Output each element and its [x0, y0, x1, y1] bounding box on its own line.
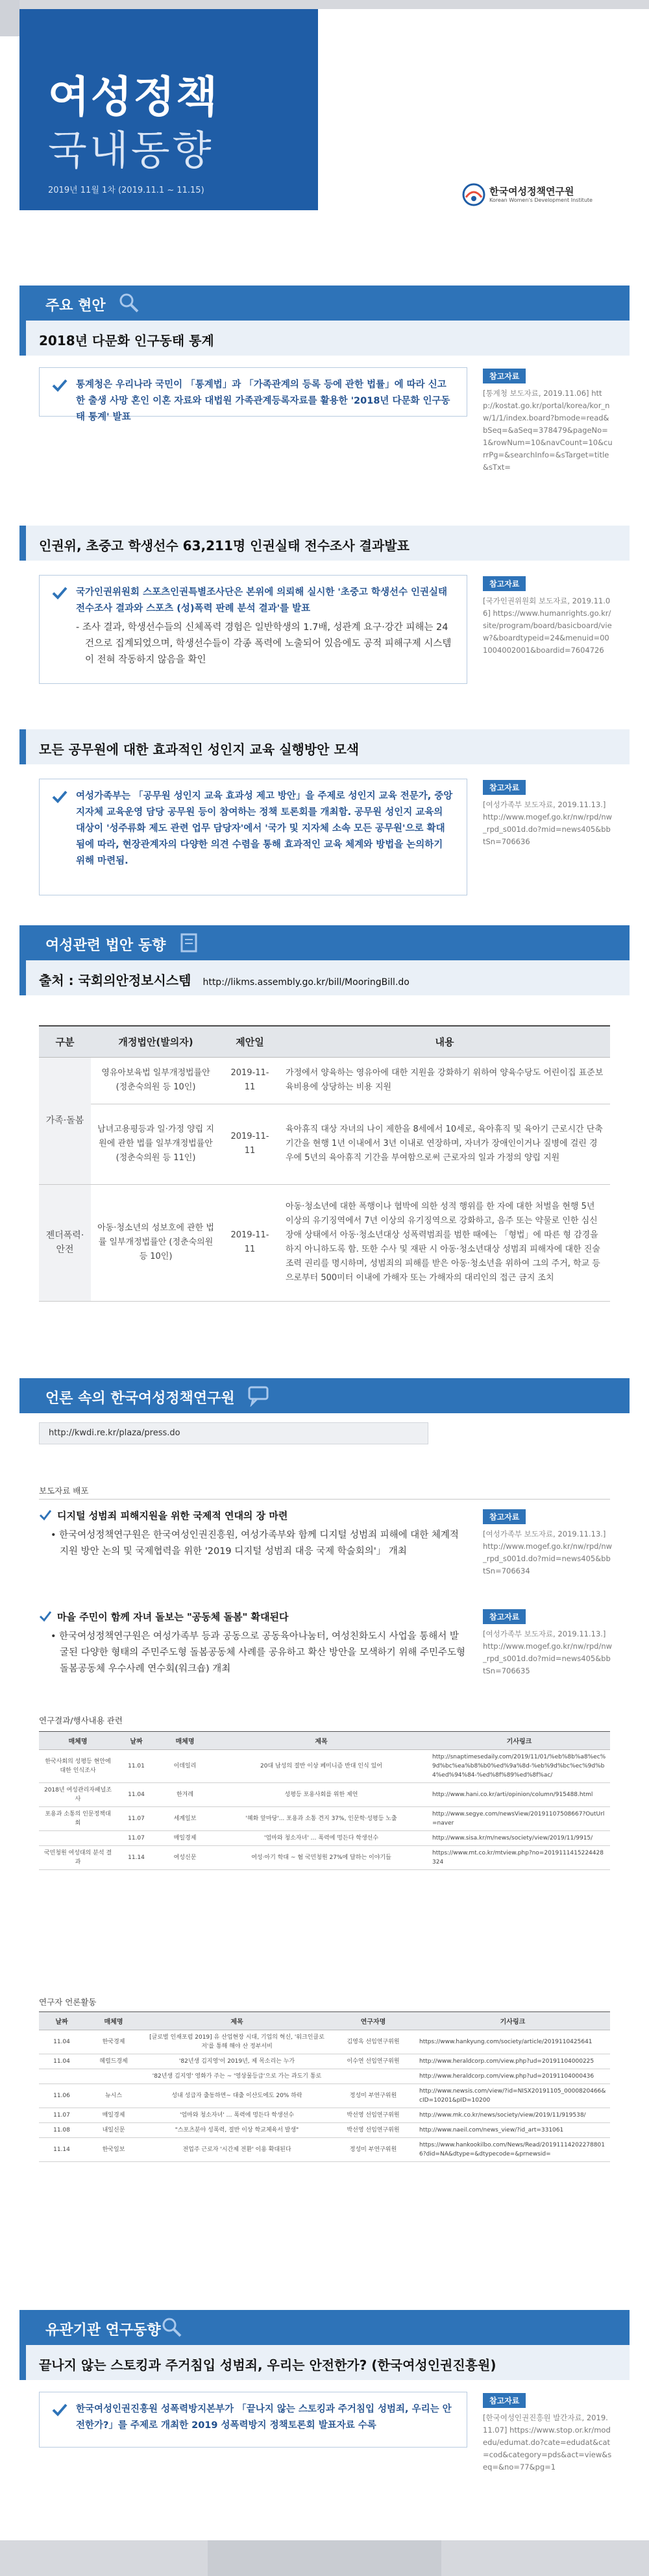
date-cell: 2019-11-11 [221, 1184, 279, 1301]
table-header-cell: 제목 [214, 1732, 428, 1750]
check-icon [39, 1509, 52, 1521]
table-cell [39, 2069, 84, 2084]
researcher-table-title: 연구자 언론활동 [39, 1997, 97, 2007]
table-cell: '엄마와 청소자녀' … 폭력에 멍든다 학생선수 [143, 2108, 331, 2123]
related-reference [483, 2393, 613, 2473]
table-row [39, 1184, 610, 1301]
article-link-cell[interactable]: http://www.naeil.com/news_view/?id_art=331061 [415, 2123, 610, 2138]
bill-cell: 영유아보육법 일부개정법률안 (정춘숙의원 등 10인) [91, 1057, 221, 1104]
issue-summary-box-3 [39, 779, 467, 895]
table-cell: 박선영 선임연구위원 [331, 2108, 415, 2123]
document-icon [178, 930, 201, 954]
article-link-cell[interactable]: http://www.segye.com/newsView/20191107508667?OutUrl=naver [428, 1807, 610, 1831]
table-row [39, 2054, 610, 2069]
table-row [39, 2108, 610, 2123]
table-cell: 한겨레 [156, 1783, 214, 1807]
table-row [39, 1831, 610, 1846]
content-cell: 육아휴직 대상 자녀의 나이 제한을 8세에서 10세로, 육아휴직 및 육아기 근로시간 단축 기간을 현행 1년 이내에서 3년 이내로 연장하며, 자녀가 장애인이거나 질병에 걸린 경우에 5년의 육아휴직 기간을 부여함으로써 근로자의 일과 가정의 양립 지원 [279, 1104, 610, 1184]
table-cell: 매일경제 [156, 1831, 214, 1846]
article-link-cell[interactable]: http://www.heraldcorp.com/view.php?ud=20191104000225 [415, 2054, 610, 2069]
table-cell: 헤럴드경제 [84, 2054, 143, 2069]
reference-link[interactable]: [통계청 보도자료, 2019.11.06] http://kostat.go.kr/portal/korea/kor_nw/1/1/index.board?bmode=read&bSeq=&aSeq=378479&pageNo=1&rowNum=10&navCount=10&currPg=&searchInfo=&sTarget=title&sTxt= [483, 389, 613, 472]
reference-tag: 참고자료 [483, 780, 526, 795]
issue-lead: 여성가족부는 「공무원 성인지 교육 효과성 제고 방안」을 주제로 성인지 교육 전문가, 중앙 지자체 교육운영 담당 공무원 등이 참여하는 정책 토론회를 개최함. 공무원 성인지 교육의 대상이 '성주류화 제도 관련 업무 담당자'에서 '국가 및 지자체 소속 모든 공무원'으로 확대됨에 따라, 현장관계자의 다양한 의견 수렴을 통해 효과적인 교육 체계와 방법을 논의하기 위해 마련됨. [76, 791, 453, 866]
table-header-cell: 내용 [279, 1026, 610, 1057]
table-header-cell: 매체명 [39, 1732, 117, 1750]
bill-cell: 아동·청소년의 성보호에 관한 법률 일부개정법률안 (정춘숙의원 등 10인) [91, 1184, 221, 1301]
content-cell: 아동·청소년에 대한 폭행이나 협박에 의한 성적 행위를 한 자에 대한 처벌을 현행 5년 이상의 유기징역에서 7년 이상의 유기징역으로 강화하고, 음주 또는 약물로 인한 심신장애 상태에서 아동·청소년대상 성폭력범죄를 범한 때에는 「형법」에 따른 형 감경을 하지 아니하도록 함. 또한 수사 및 재판 시 아동·청소년대상 성범죄 피해자에 대한 진술조력 권리를 명시하며, 성범죄의 피해를 받은 아동·청소년을 위하여 그의 주거, 학교 등으로부터 500미터 이내에 가해자 또는 가해자의 대리인의 접근 금지 조치 [279, 1184, 610, 1301]
org-name-en: Korean Women's Development Institute [489, 197, 593, 203]
related-lead: 한국여성인권진흥원 성폭력방지본부가 「끝나지 않는 스토킹과 주거침입 성범죄, 우리는 안전한가?」를 주제로 개최한 2019 성폭력방지 정책토론회 발표자료 수록 [76, 2404, 452, 2431]
date-cell: 2019-11-11 [221, 1057, 279, 1104]
table-cell: 세계일보 [156, 1807, 214, 1831]
table-header-cell: 개정법안(발의자) [91, 1026, 221, 1057]
table-row [39, 2138, 610, 2162]
table-row [39, 2084, 610, 2108]
section-header-related [19, 2310, 630, 2345]
bill-source-bar [19, 960, 630, 995]
table-cell: 성평등 포용사회를 위한 제언 [214, 1783, 428, 1807]
news-item-2 [39, 1609, 467, 1677]
issue-title: 인권위, 초중고 학생선수 63,211명 인권실태 전수조사 결과발표 [39, 538, 410, 553]
reference-link[interactable]: [한국여성인권진흥원 발간자료, 2019.11.07] https://www.stop.or.kr/modedu/edumat.do?cate=edudat&cat=cod&category=pds&act=view&seq=&no=77&pg=1 [483, 2413, 612, 2472]
issue-summary-box-1 [39, 367, 467, 422]
issue-title-bar-1 [19, 321, 630, 356]
table-cell: 전업주 근로자 '시간제 전환' 이용 확대된다 [143, 2138, 331, 2162]
table-cell: 11.04 [39, 2054, 84, 2069]
reference-tag: 참고자료 [483, 1609, 526, 1624]
table-row [39, 2069, 610, 2084]
reference-tag: 참고자료 [483, 576, 526, 591]
related-summary-box [39, 2392, 467, 2448]
news-body: • 한국여성정책연구원은 한국여성인권진흥원, 여성가족부와 함께 디지털 성범죄 피해에 대한 체계적 지원 방안 논의 및 국제협력을 위한 '2019 디지털 성범죄 대응 국제 학술회의'」 개최 [51, 1530, 459, 1557]
issue-reference-3 [483, 780, 613, 848]
magnifier-icon [117, 291, 140, 314]
footer-strip [0, 2540, 649, 2576]
issue-title-bar-3 [19, 729, 630, 764]
article-link-cell[interactable]: https://www.hankyung.com/society/article/2019110425641 [415, 2030, 610, 2054]
hero-date: 2019년 11월 1차 (2019.11.1 ~ 11.15) [48, 186, 204, 195]
table-cell: 한국사회의 성평등 현안에 대한 인식조사 [39, 1750, 117, 1783]
reference-link[interactable]: [여성가족부 보도자료, 2019.11.13.] http://www.mogef.go.kr/nw/rpd/nw_rpd_s001d.do?mid=news405&bbtSn=706634 [483, 1529, 613, 1575]
table-cell [331, 2069, 415, 2084]
footer-block [208, 2540, 441, 2576]
issue-lead: 통계청은 우리나라 국민이 「통계법」과 「가족관계의 등록 등에 관한 법률」에 따라 신고한 출생 사망 혼인 이혼 자료와 대법원 가족관계등록자료를 활용한 '2018년 다문화 인구동태 통계' 발표 [76, 380, 450, 422]
table-cell: 김영옥 선임연구위원 [331, 2030, 415, 2054]
table-header-cell: 제목 [143, 2012, 331, 2030]
news-headline: 마을 주민이 함께 자녀 돌보는 "공동체 돌봄" 확대된다 [39, 1609, 467, 1625]
table-row [39, 1104, 610, 1184]
table-header-row [39, 2012, 610, 2030]
table-cell: 박선영 선임연구위원 [331, 2123, 415, 2138]
table-row [39, 1750, 610, 1783]
top-strip-block [0, 0, 19, 36]
bill-source-url[interactable]: http://likms.assembly.go.kr/bill/MooringBill.do [202, 977, 410, 988]
table-row [39, 1783, 610, 1807]
check-icon [51, 790, 68, 804]
magnifier-icon [160, 2315, 183, 2339]
table-cell: 포용과 소통의 인문정책대회 [39, 1807, 117, 1831]
table-cell: 11.07 [117, 1807, 156, 1831]
article-link-cell[interactable]: http://www.heraldcorp.com/view.php?ud=20191104000436 [415, 2069, 610, 2084]
article-link-cell[interactable]: http://www.hani.co.kr/arti/opinion/column/915488.html [428, 1783, 610, 1807]
table-cell: '엄마와 청소자녀' … 폭력에 멍든다 학생선수 [214, 1831, 428, 1846]
news-reference-2 [483, 1609, 613, 1677]
table-cell [84, 2069, 143, 2084]
article-link-cell[interactable]: http://www.newsis.com/view/?id=NISX20191105_0000820466&cID=10201&pID=10200 [415, 2084, 610, 2108]
table-cell: 11.07 [39, 2108, 84, 2123]
section-label: 유관기관 연구동향 [45, 2322, 161, 2339]
hero-title-line1: 여성정책 [48, 72, 219, 122]
table-cell: 이데일리 [156, 1750, 214, 1783]
table-cell: 이수연 선임연구위원 [331, 2054, 415, 2069]
issue-lead: 국가인권위원회 스포츠인권특별조사단은 본위에 의뢰해 실시한 '초중고 학생선수 인권실태 전수조사 결과와 스포츠 (성)폭력 판례 분석 결과'를 발표 [76, 587, 448, 614]
reference-tag: 참고자료 [483, 369, 526, 383]
issue-title: 2018년 다문화 인구동태 통계 [39, 333, 214, 348]
table-header-row [39, 1026, 610, 1057]
issue-title-bar-2 [19, 526, 630, 561]
bill-source: 출처 : 국회의안정보시스템 http://likms.assembly.go.kr/bill/MooringBill.do [39, 973, 410, 988]
news-item-1 [39, 1508, 467, 1560]
section-label: 언론 속의 한국여성정책연구원 [45, 1391, 235, 1407]
table-cell: 11.01 [117, 1750, 156, 1783]
research-news-table [39, 1731, 610, 1870]
table-cell: 한국경제 [84, 2030, 143, 2054]
section-header-main-issues [19, 286, 630, 321]
table-cell: '82년생 김지영' 영화가 주는 ~ '영상물등급'으로 가는 과도기 통로 [143, 2069, 331, 2084]
news-reference-1 [483, 1509, 613, 1577]
reference-link[interactable]: [여성가족부 보도자료, 2019.11.13.] http://www.mogef.go.kr/nw/rpd/nw_rpd_s001d.do?mid=news405&bbtSn=706636 [483, 800, 613, 846]
article-link-cell[interactable]: http://www.sisa.kr/m/news/society/view/2019/11/9915/ [428, 1831, 610, 1846]
issue-summary-box-2 [39, 575, 467, 684]
table-cell: 정성미 부연구위원 [331, 2138, 415, 2162]
research-table-title: 연구결과/행사내용 관련 [39, 1716, 123, 1725]
table-header-cell: 매체명 [156, 1732, 214, 1750]
check-icon [51, 2403, 68, 2417]
chat-bubble-icon [247, 1383, 270, 1407]
table-header-cell: 매체명 [84, 2012, 143, 2030]
check-icon [39, 1610, 52, 1622]
table-cell: 2018년 여성관리자패널조사 [39, 1783, 117, 1807]
table-cell: 11.04 [39, 2030, 84, 2054]
news-body: • 한국여성정책연구원은 여성가족부 등과 공동으로 공동육아나눔터, 여성친화도시 사업을 통해서 발굴된 다양한 형태의 주민주도형 돌봄공동체 사례를 공유하고 확산 방안을 모색하기 위해 주민주도형 돌봄공동체 우수사례 연수회(워크숍) 개최 [51, 1631, 465, 1674]
table-cell: 11.07 [117, 1831, 156, 1846]
bills-table [39, 1025, 610, 1302]
article-link-cell[interactable]: https://www.hankookilbo.com/News/Read/201911142022788016?did=NA&dtype=&dtypecode=&prnewsid= [415, 2138, 610, 2162]
researcher-news-table [39, 2011, 610, 2162]
article-link-cell[interactable]: https://www.mt.co.kr/mtview.php?no=2019111415224428324 [428, 1846, 610, 1870]
reference-tag: 참고자료 [483, 2393, 526, 2408]
related-title-bar [19, 2345, 630, 2380]
reference-tag: 참고자료 [483, 1509, 526, 1524]
table-header-row [39, 1732, 610, 1750]
table-header-cell: 기사링크 [428, 1732, 610, 1750]
table-cell: 20대 남성의 절반 이상 페미니즘 반대 인식 있어 [214, 1750, 428, 1783]
section-header-press [19, 1378, 630, 1413]
table-header-cell: 연구자명 [331, 2012, 415, 2030]
table-cell: "스포츠분야 성폭력, 절반 이상 학교체육서 발생" [143, 2123, 331, 2138]
org-logo-icon [462, 183, 485, 206]
table-cell: 뉴시스 [84, 2084, 143, 2108]
issue-title: 모든 공무원에 대한 효과적인 성인지 교육 실행방안 모색 [39, 742, 360, 757]
table-cell: 매일경제 [84, 2108, 143, 2123]
table-header-cell: 제안일 [221, 1026, 279, 1057]
issue-sub: - 조사 결과, 학생선수들의 신체폭력 경험은 일반학생의 1.7배, 성관계 요구·강간 피해는 24건으로 집계되었으며, 학생선수들이 각종 폭력에 노출되어 있음에도 공적 피해구제 시스템이 전혀 작동하지 않음을 확인 [76, 622, 452, 665]
category-cell: 젠더폭력·안전 [39, 1184, 91, 1301]
table-cell: 국민청원 여성대의 분석 결과 [39, 1846, 117, 1870]
reference-link[interactable]: [국가인권위원회 보도자료, 2019.11.06] https://www.humanrights.go.kr/site/program/board/basicboard/view?&boardtypeid=24&menuid=001004002001&boardid=7604726 [483, 596, 612, 655]
table-row [39, 1807, 610, 1831]
table-row [39, 2123, 610, 2138]
org-name: 한국여성정책연구원 [489, 186, 574, 197]
issue-reference-2 [483, 576, 613, 657]
table-cell: [글로벌 인재포럼 2019] 유 산업현장 시대, 기업의 혁신, '워크인클로저'를 통해 해야 산 정부서비 [143, 2030, 331, 2054]
article-link-cell[interactable]: http://snaptimesedaily.com/2019/11/01/%eb%8b%a8%ec%9d%bc%ea%b8%b0%ed%9a%8d-%eb%9d%bc%ec%9d%b4%ed%94%84-%ed%8f%89%ed%8f%ac/ [428, 1750, 610, 1783]
table-cell: '82년생 김지영'이 2019년, 제 목소리는 누가 [143, 2054, 331, 2069]
content-cell: 가정에서 양육하는 영유아에 대한 지원을 강화하기 위하여 양육수당도 어린이집 표준보육비용에 상당하는 비용 지원 [279, 1057, 610, 1104]
check-icon [51, 378, 68, 393]
table-cell: 11.06 [39, 2084, 84, 2108]
table-cell: 내일신문 [84, 2123, 143, 2138]
press-url-box[interactable]: http://kwdi.re.kr/plaza/press.do [39, 1422, 428, 1444]
table-cell: 11.04 [117, 1783, 156, 1807]
table-cell: 성내 성급자 출동하면~ 대출 이산도에도 20% 하락 [143, 2084, 331, 2108]
divider [39, 1499, 610, 1500]
news-headline: 디지털 성범죄 피해지원을 위한 국제적 연대의 장 마련 [39, 1508, 467, 1524]
table-cell: 11.14 [39, 2138, 84, 2162]
category-cell: 가족·돌봄 [39, 1057, 91, 1184]
table-cell: 11.08 [39, 2123, 84, 2138]
table-cell: 한국일보 [84, 2138, 143, 2162]
hero-banner [19, 9, 318, 210]
issue-reference-1 [483, 369, 613, 474]
org-logo [462, 180, 618, 212]
press-release-label: 보도자료 배포 [39, 1486, 89, 1496]
related-title: 끝나지 않는 스토킹과 주거침입 성범죄, 우리는 안전한가? (한국여성인권진흥원) [39, 2357, 496, 2373]
table-row [39, 2030, 610, 2054]
reference-link[interactable]: [여성가족부 보도자료, 2019.11.13.] http://www.mogef.go.kr/nw/rpd/nw_rpd_s001d.do?mid=news405&bbtSn=706635 [483, 1629, 613, 1675]
table-row [39, 1057, 610, 1104]
table-cell [39, 1831, 117, 1846]
table-header-cell: 날짜 [39, 2012, 84, 2030]
section-label: 여성관련 법안 동향 [45, 938, 166, 954]
check-icon [51, 586, 68, 600]
date-cell: 2019-11-11 [221, 1104, 279, 1184]
section-header-bills [19, 925, 630, 960]
table-row [39, 1846, 610, 1870]
table-header-cell: 날짜 [117, 1732, 156, 1750]
top-strip [0, 0, 649, 9]
table-cell: 11.14 [117, 1846, 156, 1870]
table-header-cell: 구분 [39, 1026, 91, 1057]
section-label: 주요 현안 [45, 298, 106, 314]
table-cell: 여성신문 [156, 1846, 214, 1870]
hero-title-line2: 국내동향 [48, 127, 214, 174]
bill-cell: 남녀고용평등과 일·가정 양립 지원에 관한 법률 일부개정법률안 (정춘숙의원 등 11인) [91, 1104, 221, 1184]
table-cell: '혜화 앞마당'... 포용과 소통 견지 37%, 인문학·성평등 노출 [214, 1807, 428, 1831]
table-cell: 정성미 부연구위원 [331, 2084, 415, 2108]
table-cell: 여성·아기 학대 ~ 혐 국민청원 27%에 달하는 이야기들 [214, 1846, 428, 1870]
article-link-cell[interactable]: http://www.mk.co.kr/news/society/view/2019/11/919538/ [415, 2108, 610, 2123]
table-header-cell: 기사링크 [415, 2012, 610, 2030]
